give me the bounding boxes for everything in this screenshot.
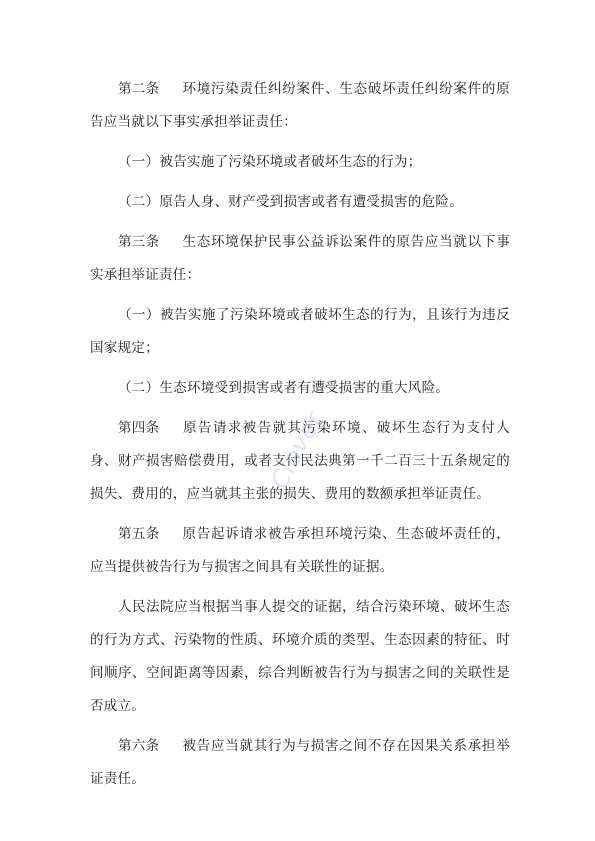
article-number: 第四条 (118, 420, 160, 436)
article-number: 第三条 (118, 234, 160, 250)
watermark-logo: Clover (265, 406, 329, 494)
article-number: 第五条 (118, 526, 160, 542)
article-5-paragraph-2 (90, 591, 510, 723)
article-2 (90, 73, 510, 139)
article-5 (90, 518, 510, 584)
article-text: 被告应当就其行为与损害之间不存在因果关系承担举证责任。 (90, 738, 510, 787)
item-text: （二）生态环境受到损害或者有遭受损害的重大风险。 (118, 380, 450, 396)
article-text: 生态环境保护民事公益诉讼案件的原告应当就以下事实承担举证责任： (90, 234, 510, 283)
article-3-item-2 (90, 372, 510, 405)
article-number: 第六条 (118, 738, 160, 754)
article-4 (90, 412, 510, 511)
article-6 (90, 730, 510, 796)
article-text: 环境污染责任纠纷案件、生态破坏责任纠纷案件的原告应当就以下事实承担举证责任： (90, 81, 510, 130)
item-text: （二）原告人身、财产受到损害或者有遭受损害的危险。 (118, 194, 463, 210)
article-text: 原告起诉请求被告承担环境污染、生态破坏责任的，应当提供被告行为与损害之间具有关联性的证据。 (90, 526, 510, 575)
article-3-item-1 (90, 299, 510, 365)
paragraph-text: 人民法院应当根据当事人提交的证据，结合污染环境、破坏生态的行为方式、污染物的性质、环境介质的类型、生态因素的特征、时间顺序、空间距离等因素，综合判断被告行为与损害之间的关联性是否成立。 (90, 599, 510, 714)
article-number: 第二条 (118, 81, 160, 97)
document-body (90, 73, 510, 803)
article-2-item-1 (90, 146, 510, 179)
article-text: 原告请求被告就其污染环境、破坏生态行为支付人身、财产损害赔偿费用，或者支付民法典第一千二百三十五条规定的损失、费用的，应当就其主张的损失、费用的数额承担举证责任。 (90, 420, 510, 502)
article-3 (90, 226, 510, 292)
article-2-item-2 (90, 186, 510, 219)
item-text: （一）被告实施了污染环境或者破坏生态的行为； (118, 154, 422, 170)
item-text: （一）被告实施了污染环境或者破坏生态的行为，且该行为违反国家规定； (90, 307, 510, 356)
